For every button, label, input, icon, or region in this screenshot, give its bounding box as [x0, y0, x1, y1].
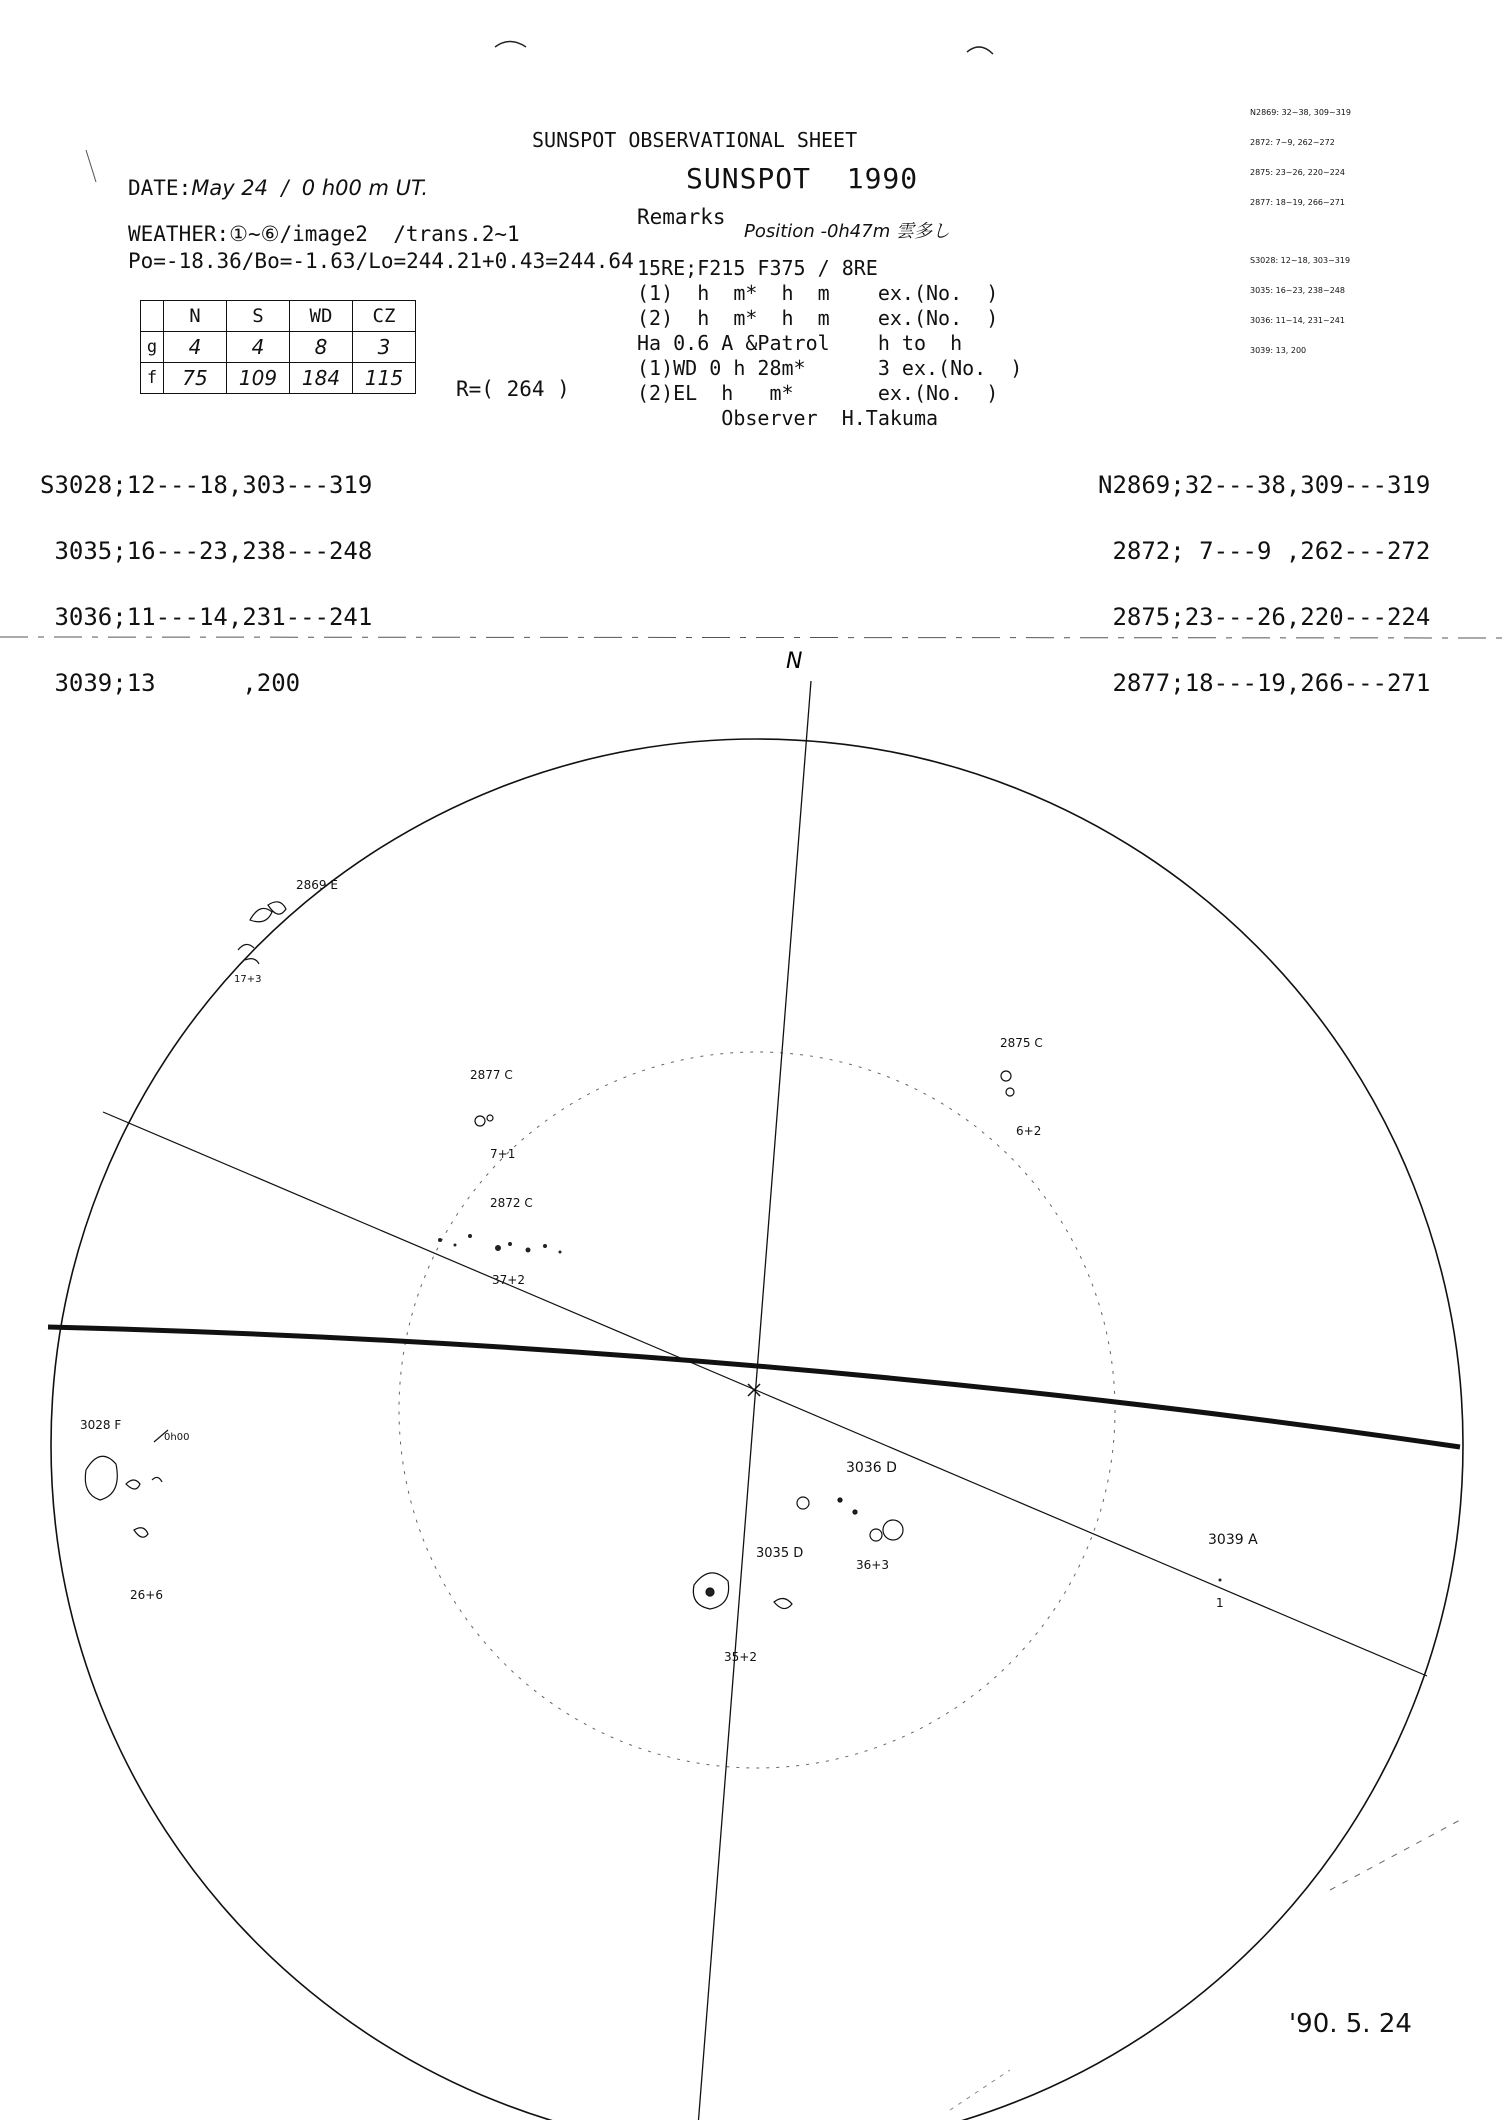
note-line: 2877: 18~19, 266~271	[1250, 198, 1345, 207]
spot-count-2869: 17+3	[234, 974, 262, 985]
remarks-line: 15RE;F215 F375 / 8RE	[637, 256, 878, 280]
remarks-handwritten: Position -0h47m 雲多し	[744, 221, 950, 242]
note-line: 3035: 16~23, 238~248	[1250, 286, 1345, 295]
spot-label-3028: 3028 F	[80, 1418, 122, 1432]
note-line: N2869: 32~38, 309~319	[1250, 108, 1351, 117]
margin-tick	[86, 150, 96, 182]
row-label: g	[141, 332, 164, 363]
r-value: R=( 264 )	[456, 377, 570, 401]
binding-mark	[967, 47, 993, 54]
list-item: 3036;11---14,231---241	[40, 603, 373, 631]
spot-label-2877: 2877 C	[470, 1068, 513, 1082]
spot-count-3035: 35+2	[724, 1650, 757, 1664]
date-stamp: '90. 5. 24	[1289, 2009, 1412, 2039]
spot-group-3039	[1219, 1579, 1222, 1582]
solar-equator-line	[48, 1327, 1460, 1447]
note-line: 2875: 23~26, 220~224	[1250, 168, 1345, 177]
note-line: 3036: 11~14, 231~241	[1250, 316, 1345, 325]
remarks-line: (1) h m* h m ex.(No. )	[637, 281, 999, 305]
table-cell: 115	[353, 363, 416, 394]
remarks-line: (1)WD 0 h 28m* 3 ex.(No. )	[637, 356, 1023, 380]
list-item: 2875;23---26,220---224	[1098, 603, 1431, 631]
spot-label-2869: 2869 E	[296, 878, 338, 892]
spot-group-3035	[693, 1573, 792, 1609]
binding-mark	[495, 42, 526, 48]
spot-group-2869	[238, 902, 286, 964]
list-item: 3039;13 ,200	[40, 669, 301, 697]
list-item: 3035;16---23,238---248	[40, 537, 373, 565]
polar-axis-line	[696, 681, 811, 2120]
column-header: S	[227, 301, 290, 332]
faint-mark	[950, 2070, 1010, 2110]
spot-group-2877	[475, 1115, 493, 1126]
disk-center-mark	[748, 1384, 760, 1396]
spot-count-3028: 26+6	[130, 1588, 163, 1602]
row-label: f	[141, 363, 164, 394]
table-cell: 184	[290, 363, 353, 394]
solar-disk-outline	[51, 739, 1463, 2120]
spot-count-3039: 1	[1216, 1596, 1224, 1610]
spot-group-2872	[438, 1234, 562, 1254]
spot-count-2877: 7+1	[490, 1147, 516, 1161]
sheet-year: SUNSPOT 1990	[686, 162, 919, 195]
observer-line: Observer H.Takuma	[637, 406, 939, 430]
po-bo-lo-line: Po=-18.36/Bo=-1.63/Lo=244.21+0.43=244.64	[128, 249, 634, 273]
list-item: 2872; 7---9 ,262---272	[1098, 537, 1431, 565]
weather-prefix: WEATHER:	[128, 222, 230, 246]
sheet-title: SUNSPOT OBSERVATIONAL SHEET	[532, 128, 858, 152]
table-cell: 4	[227, 332, 290, 363]
date-prefix: DATE:	[128, 176, 192, 200]
spot-label-3036: 3036 D	[846, 1460, 897, 1476]
table-cell: 75	[164, 363, 227, 394]
weather-value: ①~⑥/image2 /trans.2~1	[229, 222, 520, 246]
faint-mark	[1330, 1820, 1460, 1890]
note-line: 2872: 7~9, 262~272	[1250, 138, 1335, 147]
spot-label-3039: 3039 A	[1208, 1532, 1258, 1548]
spot-group-3036	[797, 1497, 903, 1541]
note-line: 3039: 13, 200	[1250, 346, 1307, 355]
spot-group-2875	[1001, 1071, 1014, 1096]
remarks-line: (2) h m* h m ex.(No. )	[637, 306, 999, 330]
column-header: N	[164, 301, 227, 332]
remarks-label: Remarks	[637, 205, 726, 229]
spot-label-2872: 2872 C	[490, 1196, 533, 1210]
spot-count-3036: 36+3	[856, 1558, 889, 1572]
column-header: WD	[290, 301, 353, 332]
spot-group-3028	[85, 1430, 168, 1537]
spot-count-2875: 6+2	[1016, 1124, 1042, 1138]
ecliptic-line	[103, 1112, 1427, 1676]
remarks-line: Ha 0.6 A &Patrol h to h	[637, 331, 963, 355]
list-item: 2877;18---19,266---271	[1098, 669, 1431, 697]
table-cell: 109	[227, 363, 290, 394]
column-header: CZ	[353, 301, 416, 332]
spot-note-3028: 0h00	[164, 1432, 190, 1443]
remarks-line: (2)EL h m* ex.(No. )	[637, 381, 999, 405]
table-cell: 3	[353, 332, 416, 363]
north-mark: N	[786, 649, 803, 674]
spot-label-3035: 3035 D	[756, 1546, 804, 1561]
spot-count-2872: 37+2	[492, 1273, 525, 1287]
table-cell: 4	[164, 332, 227, 363]
note-line: S3028: 12~18, 303~319	[1250, 256, 1351, 265]
table-cell: 8	[290, 332, 353, 363]
separator-line	[0, 637, 1505, 638]
date-value: May 24 / 0 h00 m UT.	[191, 176, 429, 200]
spot-label-2875: 2875 C	[1000, 1036, 1043, 1050]
list-item: S3028;12---18,303---319	[40, 471, 373, 499]
list-item: N2869;32---38,309---319	[1098, 471, 1431, 499]
